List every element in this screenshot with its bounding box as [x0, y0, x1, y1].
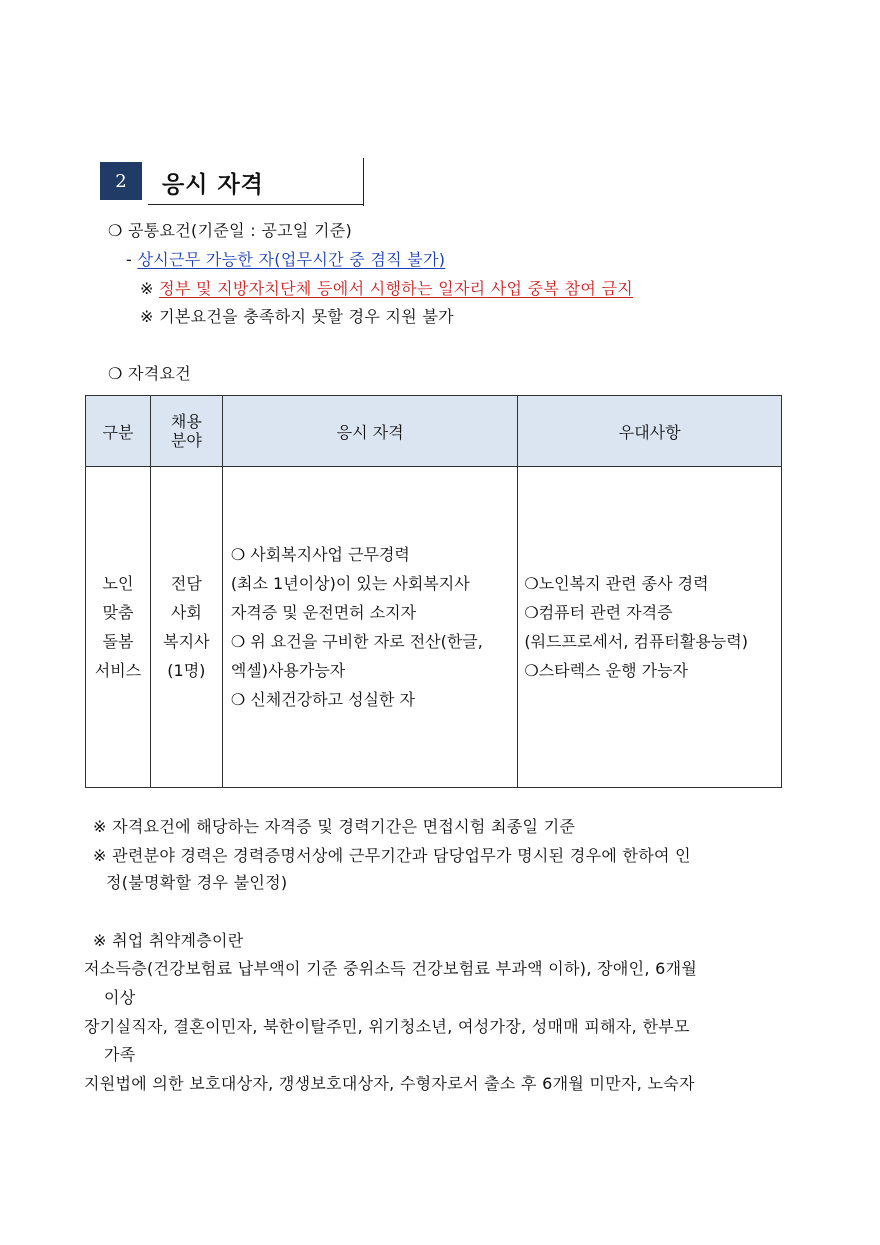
- vulnerable-line: 가족: [104, 1045, 136, 1064]
- qualification-line: (최소 1년이상)이 있는 사회복지사: [230, 574, 470, 593]
- preference-line: ❍컴퓨터 관련 자격증: [524, 603, 673, 622]
- note-experience-line2: 정(불명확할 경우 불인정): [106, 873, 288, 892]
- qualification-line: ❍ 사회복지사업 근무경력: [230, 545, 410, 564]
- note-marker: ※: [140, 279, 160, 298]
- qualification-line: 엑셀)사용가능자: [230, 661, 346, 680]
- vulnerable-line: 저소득층(건강보험료 납부액이 기준 중위소득 건강보험료 부과액 이하), 장애인, 6개월: [84, 959, 698, 978]
- cell-qualification: [222, 467, 518, 788]
- qualification-table: [85, 395, 782, 788]
- preference-line: ❍노인복지 관련 종사 경력: [524, 574, 709, 593]
- category-line: 맞춤: [102, 603, 134, 622]
- vulnerable-line: 장기실직자, 결혼이민자, 북한이탈주민, 위기청소년, 여성가장, 성매매 피해자, 한부모: [84, 1017, 690, 1036]
- note-experience-line1: ※ 관련분야 경력은 경력증명서상에 근무기간과 담당업무가 명시된 경우에 한하여 인: [93, 846, 691, 865]
- cell-field: [150, 467, 222, 788]
- header-qualification: 응시 자격: [222, 396, 518, 467]
- cell-category: [86, 467, 151, 788]
- category-line: 노인: [102, 574, 134, 593]
- category-line: 돌봄: [102, 632, 134, 651]
- header-category: 구분: [86, 396, 151, 467]
- qualification-line: 자격증 및 운전면허 소지자: [230, 603, 417, 622]
- table-row: [86, 467, 782, 788]
- section-title: 응시 자격: [162, 172, 264, 198]
- header-field: [150, 396, 222, 467]
- common-note-duplicate: [140, 276, 633, 299]
- preference-line: ❍스타렉스 운행 가능자: [524, 661, 688, 680]
- qualification-line: ❍ 신체건강하고 성실한 자: [230, 690, 415, 709]
- section-header-underline: [148, 204, 364, 205]
- common-requirement-item: [126, 247, 445, 270]
- qualification-heading: ❍ 자격요건: [108, 364, 192, 383]
- full-time-requirement: 상시근무 가능한 자(업무시간 중 겸직 불가): [137, 250, 446, 269]
- header-preference: 우대사항: [518, 396, 782, 467]
- category-line: 서비스: [94, 661, 142, 680]
- field-line: (1명): [167, 661, 206, 680]
- preference-line: (워드프로세서, 컴퓨터활용능력): [524, 632, 748, 651]
- section-header: [100, 158, 365, 206]
- field-line: 전담: [170, 574, 202, 593]
- vulnerable-line: 이상: [104, 988, 136, 1007]
- section-number-badge: 2: [100, 162, 142, 200]
- common-requirements-heading: ❍ 공통요건(기준일 : 공고일 기준): [108, 221, 353, 240]
- vulnerable-line: 지원법에 의한 보호대상자, 갱생보호대상자, 수형자로서 출소 후 6개월 미만자, 노숙자: [84, 1074, 695, 1093]
- cell-preference: [518, 467, 782, 788]
- vulnerable-heading: ※ 취업 취약계층이란: [93, 931, 244, 950]
- header-field-line2: 분야: [170, 431, 202, 450]
- table-header-row: [86, 396, 782, 467]
- dash-marker: -: [126, 250, 138, 269]
- field-line: 복지사: [163, 632, 210, 651]
- header-field-line1: 채용: [170, 412, 202, 431]
- duplicate-participation-ban: 정부 및 지방자치단체 등에서 시행하는 일자리 사업 중복 참여 금지: [159, 279, 633, 298]
- section-header-divider: [363, 158, 364, 206]
- common-note-basic: ※ 기본요건을 충족하지 못할 경우 지원 불가: [140, 307, 454, 326]
- field-line: 사회: [170, 603, 202, 622]
- note-qualification-basis: ※ 자격요건에 해당하는 자격증 및 경력기간은 면접시험 최종일 기준: [93, 817, 576, 836]
- qualification-line: ❍ 위 요건을 구비한 자로 전산(한글,: [230, 632, 483, 651]
